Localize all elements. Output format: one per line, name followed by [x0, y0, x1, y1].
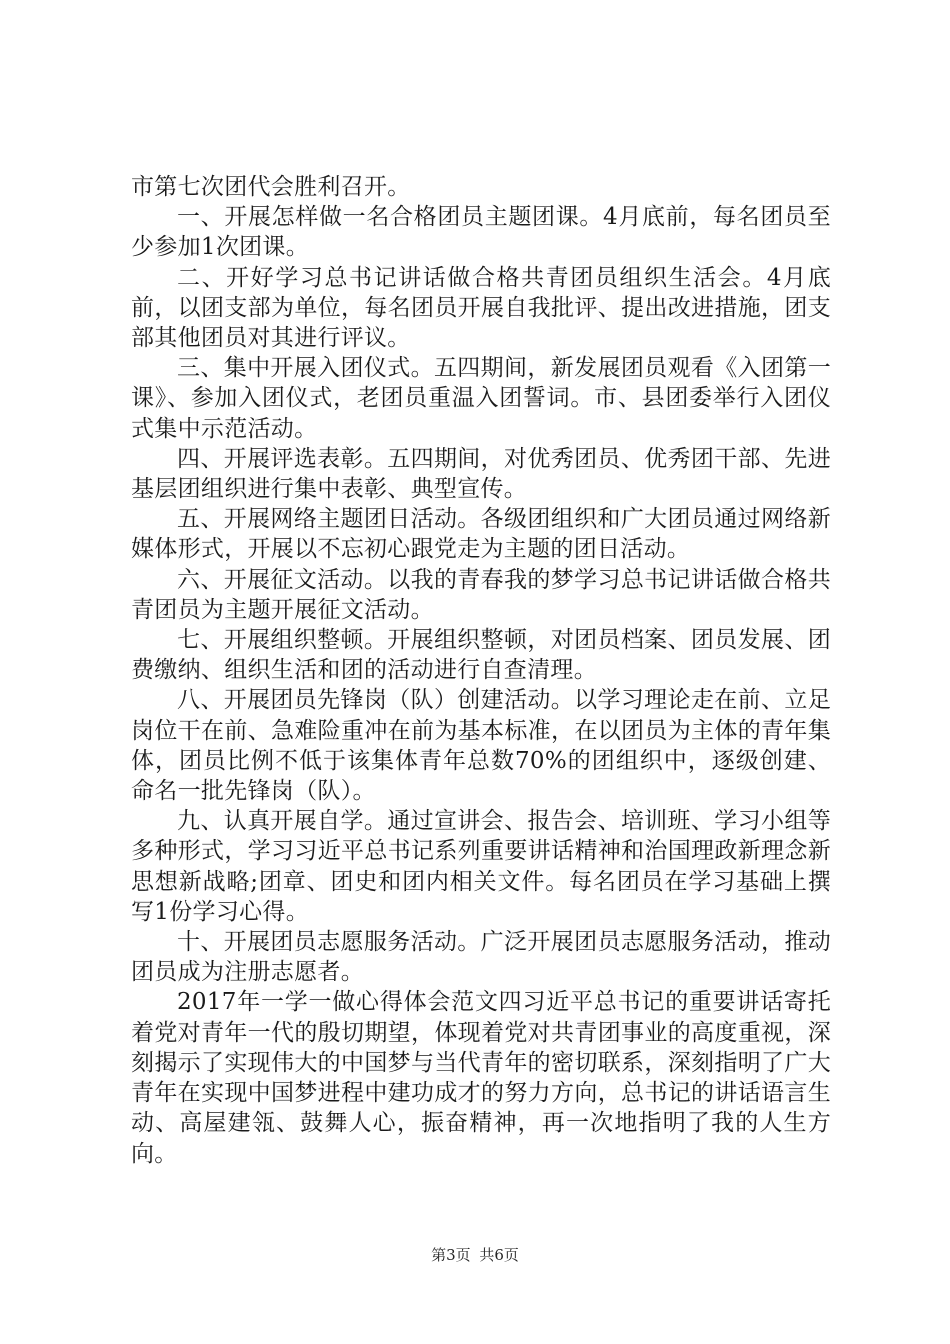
- paragraph-9: 九、认真开展自学。通过宣讲会、报告会、培训班、学习小组等多种形式，学习习近平总书记系列重要讲话精神和治国理政新理念新思想新战略;团章、团史和团内相关文件。每名团员在学习基础上撰写1份学习心得。: [131, 808, 831, 925]
- paragraph-3: 三、集中开展入团仪式。五四期间，新发展团员观看《入团第一课》、参加入团仪式，老团员重温入团誓词。市、县团委举行入团仪式集中示范活动。: [131, 355, 831, 442]
- paragraph-11: 2017年一学一做心得体会范文四习近平总书记的重要讲话寄托着党对青年一代的殷切期望，体现着党对共青团事业的高度重视，深刻揭示了实现伟大的中国梦与当代青年的密切联系，深刻指明了广大青年在实现中国梦进程中建功成才的努力方向，总书记的讲话语言生动、高屋建瓴、鼓舞人心，振奋精神，再一次地指明了我的人生方向。: [131, 989, 831, 1167]
- paragraph-6: 六、开展征文活动。以我的青春我的梦学习总书记讲话做合格共青团员为主题开展征文活动。: [131, 566, 831, 623]
- paragraph-1: 一、开展怎样做一名合格团员主题团课。4月底前，每名团员至少参加1次团课。: [131, 204, 831, 261]
- paragraph-7: 七、开展组织整顿。开展组织整顿，对团员档案、团员发展、团费缴纳、组织生活和团的活动进行自查清理。: [131, 627, 831, 684]
- paragraph-8: 八、开展团员先锋岗（队）创建活动。以学习理论走在前、立足岗位干在前、急难险重冲在前为基本标准，在以团员为主体的青年集体，团员比例不低于该集体青年总数70%的团组织中，逐级创建、命名一批先锋岗（队）。: [131, 687, 831, 805]
- document-body: [131, 172, 831, 1169]
- paragraph-2: 二、开好学习总书记讲话做合格共青团员组织生活会。4月底前，以团支部为单位，每名团员开展自我批评、提出改进措施，团支部其他团员对其进行评议。: [131, 264, 831, 352]
- page-total: 共6页: [479, 1246, 519, 1264]
- paragraph-0: 市第七次团代会胜利召开。: [131, 174, 411, 200]
- page-number: 第3页: [431, 1246, 471, 1264]
- paragraph-4: 四、开展评选表彰。五四期间，对优秀团员、优秀团干部、先进基层团组织进行集中表彰、典型宣传。: [131, 445, 831, 503]
- paragraph-10: 十、开展团员志愿服务活动。广泛开展团员志愿服务活动，推动团员成为注册志愿者。: [131, 929, 831, 986]
- paragraph-5: 五、开展网络主题团日活动。各级团组织和广大团员通过网络新媒体形式，开展以不忘初心跟党走为主题的团日活动。: [131, 506, 831, 563]
- page-footer: [0, 1244, 950, 1265]
